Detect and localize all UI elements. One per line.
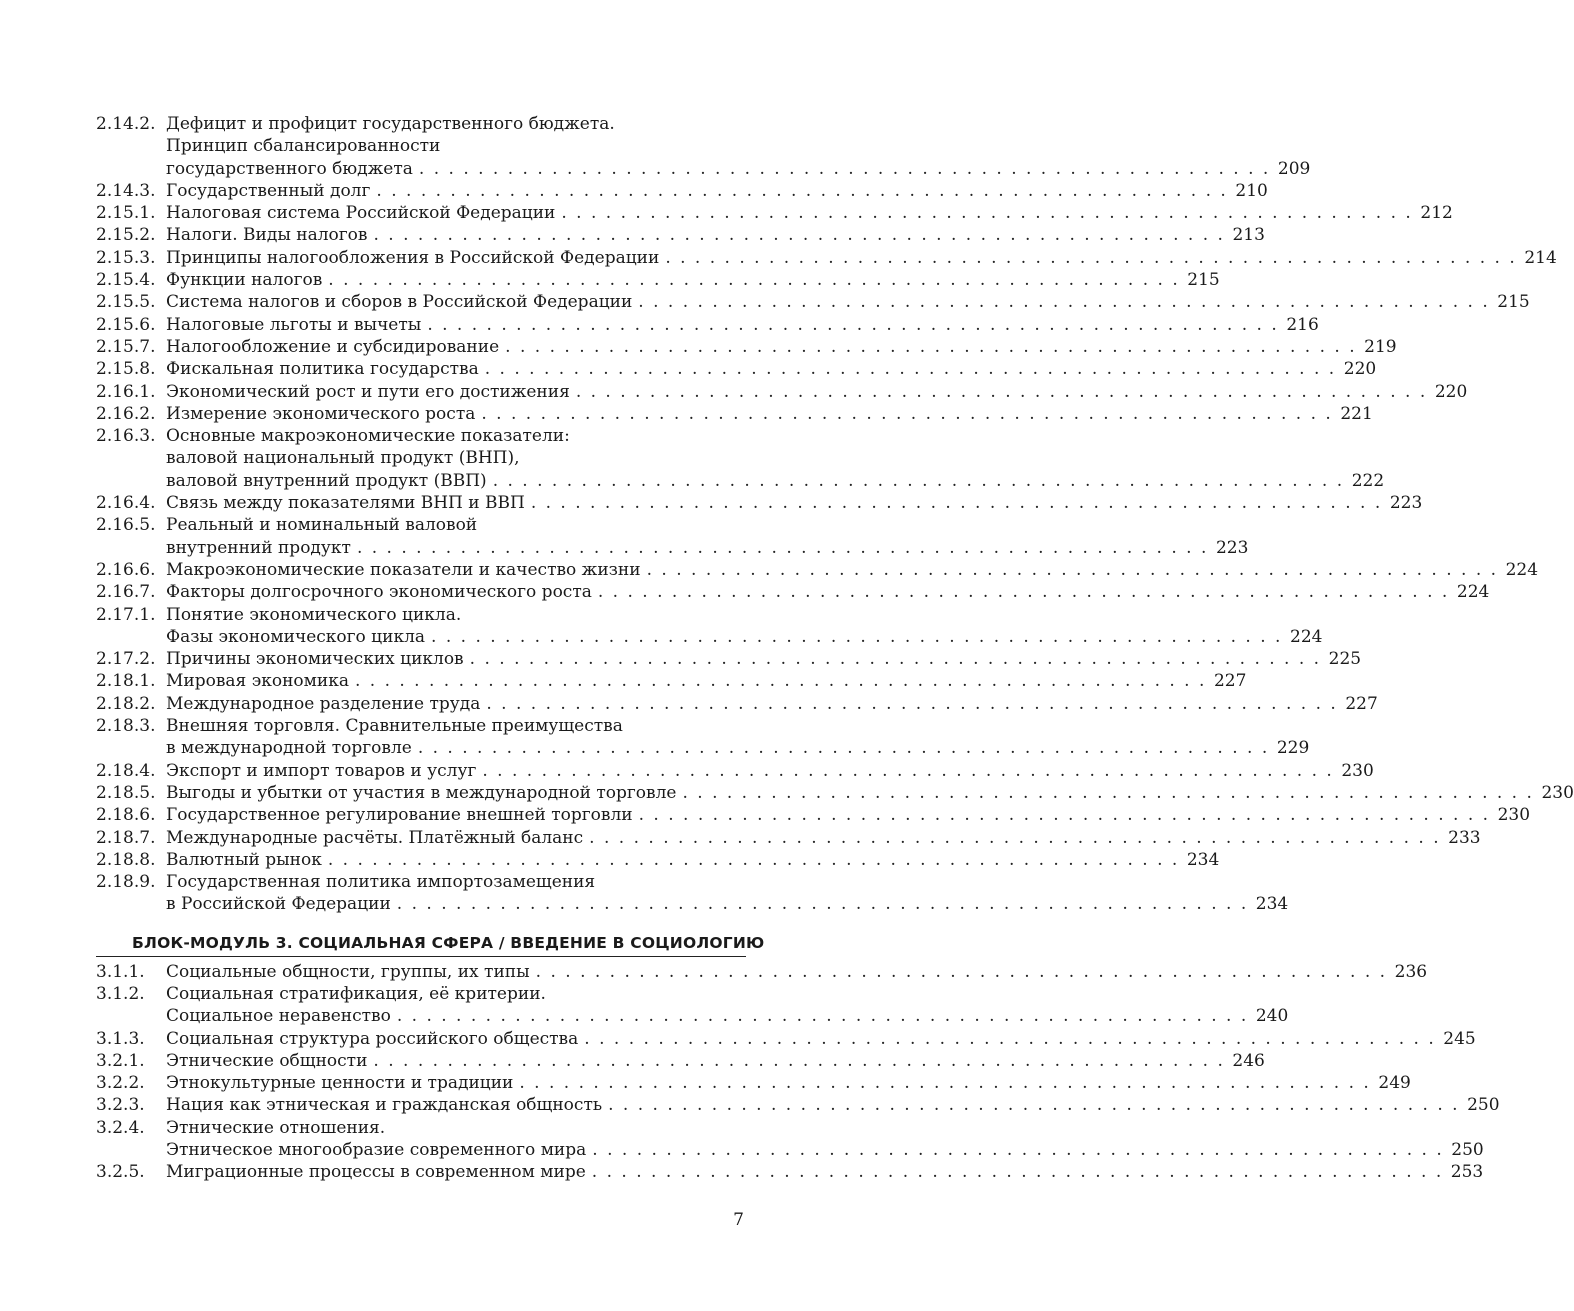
toc-entry-number: 2.16.4. [96,493,156,514]
toc-entry-number: 2.15.5. [96,292,156,313]
toc-entry-number: 3.2.2. [96,1073,145,1094]
dot-leader: . . . . . . . . . . . . . . . . . . . . . . . . . . . . . . . . . . . . . . . . . . . . . . . . . . . . . . . . . . [492,470,1345,491]
dot-leader: . . . . . . . . . . . . . . . . . . . . . . . . . . . . . . . . . . . . . . . . . . . . . . . . . . . . . . . . . . [584,1028,1436,1049]
toc-page-number: 253 [1450,1162,1484,1183]
toc-entry-number: 2.16.2. [96,403,156,424]
toc-entry-title: Государственное регулирование внешней торговли [166,805,633,826]
toc-page-number: 250 [1451,1140,1484,1161]
toc-line [96,247,1557,269]
toc-line [96,871,746,893]
toc-entry-number: 2.15.6. [96,314,156,335]
toc-line [96,425,746,447]
toc-entry [96,180,1268,202]
toc-entry-number: 2.15.1. [96,203,156,224]
toc-line [96,1072,1411,1094]
toc-entry [96,693,1378,715]
toc-line [96,492,1423,514]
toc-line [96,537,1249,559]
dot-leader: . . . . . . . . . . . . . . . . . . . . . . . . . . . . . . . . . . . . . . . . . . . . . . . . . . . . . . . . . . [427,314,1279,335]
dot-leader: . . . . . . . . . . . . . . . . . . . . . . . . . . . . . . . . . . . . . . . . . . . . . . . . . . . . . . . . . . [638,805,1491,826]
page-number: 7 [733,1210,744,1230]
toc-entry-number: 2.15.8. [96,359,156,380]
toc-line [96,358,1377,380]
toc-entry-number: 2.15.7. [96,336,156,357]
toc-line [96,113,746,135]
toc-entry [96,425,1385,492]
toc-entry-title: Социальные общности, группы, их типы [166,961,530,982]
toc-entry-title: валовой национальный продукт (ВНП), [166,448,520,469]
dot-leader: . . . . . . . . . . . . . . . . . . . . . . . . . . . . . . . . . . . . . . . . . . . . . . . . . . . . . . . . . . [589,827,1441,848]
toc-line [96,648,1362,670]
toc-entry [96,670,1247,692]
toc-line [96,135,746,157]
toc-entry-title: Внешняя торговля. Сравнительные преимущества [166,716,623,737]
dot-leader: . . . . . . . . . . . . . . . . . . . . . . . . . . . . . . . . . . . . . . . . . . . . . . . . . . . . . . . . . . [592,1140,1444,1161]
dot-leader: . . . . . . . . . . . . . . . . . . . . . . . . . . . . . . . . . . . . . . . . . . . . . . . . . . . . . . . . . . [431,626,1283,647]
toc-page-number: 230 [1497,805,1531,826]
toc-entry-title: Измерение экономического роста [166,403,476,424]
toc-line [96,202,1453,224]
toc-page-number: 220 [1343,359,1377,380]
toc-entry-number: 2.18.2. [96,693,156,714]
dot-leader: . . . . . . . . . . . . . . . . . . . . . . . . . . . . . . . . . . . . . . . . . . . . . . . . . . . . . . . . . . [482,760,1334,781]
toc-entry-title: Функции налогов [166,270,323,291]
toc-line [96,782,1574,804]
toc-line [96,403,1373,425]
section-heading: БЛОК-МОДУЛЬ 3. СОЦИАЛЬНАЯ СФЕРА / ВВЕДЕНИЕ В СОЦИОЛОГИЮ [96,930,746,957]
toc-page-number: 225 [1328,649,1362,670]
toc-line [96,849,1220,871]
toc-line [96,893,1289,915]
toc-page-number: 230 [1541,782,1574,803]
toc-entry-title: Макроэкономические показатели и качество жизни [166,559,641,580]
toc-entry [96,1117,1484,1162]
toc-list-economy [96,113,1574,916]
toc-entry [96,224,1265,246]
toc-page-number: 230 [1341,760,1374,781]
toc-line [96,336,1397,358]
toc-entry [96,358,1377,380]
toc-entry-title: Причины экономических циклов [166,649,464,670]
toc-entry [96,1028,1476,1050]
toc-list-social [96,961,1500,1184]
toc-entry-title: в Российской Федерации [166,894,391,915]
toc-entry-title: Этнические общности [166,1050,368,1071]
toc-line [96,1161,1484,1183]
toc-entry-number: 2.17.1. [96,604,156,625]
dot-leader: . . . . . . . . . . . . . . . . . . . . . . . . . . . . . . . . . . . . . . . . . . . . . . . . . . . . . . . . . . [356,537,1209,558]
toc-line [96,1094,1500,1116]
toc-page-number: 221 [1340,403,1373,424]
toc-page-number: 236 [1394,961,1428,982]
toc-entry [96,202,1453,224]
toc-page-number: 224 [1290,626,1323,647]
toc-page-number: 215 [1497,292,1530,313]
toc-entry-title: Социальное неравенство [166,1006,391,1027]
toc-line [96,737,1310,759]
toc-line [96,581,1490,603]
toc-page-number: 219 [1364,336,1397,357]
toc-page-number: 224 [1505,559,1539,580]
dot-leader: . . . . . . . . . . . . . . . . . . . . . . . . . . . . . . . . . . . . . . . . . . . . . . . . . . . . . . . . . . [505,336,1357,357]
toc-page-number: 216 [1286,314,1319,335]
toc-entry-title: Международное разделение труда [166,693,481,714]
toc-entry-number: 2.16.5. [96,515,156,536]
toc-entry-title: Валютный рынок [166,849,322,870]
toc-entry [96,804,1531,826]
toc-page-number: 222 [1351,470,1385,491]
toc-entry-title: Экспорт и импорт товаров и услуг [166,760,477,781]
toc-line [96,604,746,626]
toc-entry [96,1094,1500,1116]
toc-entry [96,381,1468,403]
toc-entry-title: Налоги. Виды налогов [166,225,368,246]
toc-line [96,158,1311,180]
toc-entry-title: Нация как этническая и гражданская общность [166,1095,603,1116]
toc-entry-title: Налогообложение и субсидирование [166,336,500,357]
toc-entry-number: 2.14.3. [96,180,156,201]
toc-line [96,291,1530,313]
toc-entry-number: 2.14.2. [96,114,156,134]
toc-entry [96,961,1428,983]
toc-line [96,314,1319,336]
toc-entry-number: 2.16.6. [96,559,156,580]
toc-line [96,670,1247,692]
toc-entry-title: Этнокультурные ценности и традиции [166,1073,514,1094]
toc-page-number: 215 [1187,270,1220,291]
toc-entry-number: 3.1.2. [96,983,145,1004]
dot-leader: . . . . . . . . . . . . . . . . . . . . . . . . . . . . . . . . . . . . . . . . . . . . . . . . . . . . . . . . . . [376,180,1228,201]
toc-entry-title: Социальная стратификация, её критерии. [166,983,546,1004]
toc-line [96,1005,1289,1027]
toc-line [96,626,1323,648]
toc-entry [96,648,1362,670]
toc-page-number: 223 [1215,537,1249,558]
toc-entry-number: 2.18.4. [96,760,156,781]
toc-entry [96,604,1323,649]
toc-entry [96,291,1530,313]
toc-entry [96,336,1397,358]
toc-line [96,983,746,1005]
toc-page-number: 213 [1232,225,1265,246]
toc-line [96,470,1385,492]
toc-entry-number: 2.15.3. [96,247,156,268]
toc-line [96,514,746,536]
dot-leader: . . . . . . . . . . . . . . . . . . . . . . . . . . . . . . . . . . . . . . . . . . . . . . . . . . . . . . . . . . [597,582,1450,603]
dot-leader: . . . . . . . . . . . . . . . . . . . . . . . . . . . . . . . . . . . . . . . . . . . . . . . . . . . . . . . . . . [638,292,1490,313]
toc-line [96,224,1265,246]
toc-line [96,1117,746,1139]
toc-entry-title: Мировая экономика [166,671,349,692]
dot-leader: . . . . . . . . . . . . . . . . . . . . . . . . . . . . . . . . . . . . . . . . . . . . . . . . . . . . . . . . . . [575,381,1428,402]
toc-entry-title: Экономический рост и пути его достижения [166,381,570,402]
toc-entry [96,559,1539,581]
toc-line [96,827,1481,849]
toc-entry-title: валовой внутренний продукт (ВВП) [166,470,487,491]
toc-page-number: 245 [1443,1028,1476,1049]
toc-entry-title: Факторы долгосрочного экономического роста [166,582,592,603]
toc-entry-number: 3.1.3. [96,1028,145,1049]
dot-leader: . . . . . . . . . . . . . . . . . . . . . . . . . . . . . . . . . . . . . . . . . . . . . . . . . . . . . . . . . . [484,359,1337,380]
toc-entry-number: 2.18.9. [96,872,156,893]
toc-entry [96,871,1289,916]
toc-page-number: 224 [1456,582,1490,603]
toc-entry-title: Этнические отношения. [166,1117,386,1138]
toc-line [96,715,746,737]
toc-entry-number: 2.16.3. [96,426,156,447]
toc-page-number: 214 [1524,247,1557,268]
toc-entry-title: Выгоды и убытки от участия в международной торговле [166,782,677,803]
toc-entry [96,514,1249,559]
toc-entry-title: Принципы налогообложения в Российской Федерации [166,247,660,268]
toc-page-number: 234 [1255,894,1289,915]
toc-entry-title: Миграционные процессы в современном мире [166,1162,586,1183]
toc-entry-number: 2.18.3. [96,716,156,737]
toc-page-number: 209 [1277,158,1311,179]
toc-entry-title: государственного бюджета [166,158,413,179]
toc-entry-title: Фазы экономического цикла [166,626,426,647]
dot-leader: . . . . . . . . . . . . . . . . . . . . . . . . . . . . . . . . . . . . . . . . . . . . . . . . . . . . . . . . . . [561,203,1413,224]
toc-entry-title: Социальная структура российского общества [166,1028,579,1049]
toc-entry-number: 2.18.6. [96,805,156,826]
toc-entry-title: Дефицит и профицит государственного бюджета. [166,114,615,134]
dot-leader: . . . . . . . . . . . . . . . . . . . . . . . . . . . . . . . . . . . . . . . . . . . . . . . . . . . . . . . . . . [373,225,1225,246]
dot-leader: . . . . . . . . . . . . . . . . . . . . . . . . . . . . . . . . . . . . . . . . . . . . . . . . . . . . . . . . . . [373,1050,1225,1071]
toc-line [96,381,1468,403]
toc-entry [96,782,1574,804]
toc-entry [96,492,1423,514]
toc-entry-number: 2.18.5. [96,782,156,803]
toc-page-number: 229 [1276,738,1310,759]
toc-line [96,693,1378,715]
toc-entry [96,403,1373,425]
toc-entry [96,715,1310,760]
dot-leader: . . . . . . . . . . . . . . . . . . . . . . . . . . . . . . . . . . . . . . . . . . . . . . . . . . . . . . . . . . [418,158,1271,179]
toc-entry-number: 3.1.1. [96,961,145,982]
toc-entry [96,581,1490,603]
toc-entry [96,247,1557,269]
toc-page-number: 227 [1345,693,1378,714]
toc-entry-number: 2.17.2. [96,649,156,670]
toc-page-number: 246 [1232,1050,1265,1071]
toc-entry-number: 3.2.5. [96,1162,145,1183]
toc-entry [96,760,1374,782]
toc-page-number: 233 [1448,827,1481,848]
toc-entry [96,983,1289,1028]
dot-leader: . . . . . . . . . . . . . . . . . . . . . . . . . . . . . . . . . . . . . . . . . . . . . . . . . . . . . . . . . . [417,738,1270,759]
toc-entry-number: 2.15.2. [96,225,156,246]
toc-entry [96,1050,1265,1072]
toc-entry-title: Основные макроэкономические показатели: [166,426,570,447]
toc-entry-number: 2.18.7. [96,827,156,848]
toc-entry-title: Принцип сбалансированности [166,136,441,157]
dot-leader: . . . . . . . . . . . . . . . . . . . . . . . . . . . . . . . . . . . . . . . . . . . . . . . . . . . . . . . . . . [519,1073,1371,1094]
table-of-contents [96,113,1574,1184]
dot-leader: . . . . . . . . . . . . . . . . . . . . . . . . . . . . . . . . . . . . . . . . . . . . . . . . . . . . . . . . . . [481,403,1333,424]
toc-entry-title: Понятие экономического цикла. [166,604,462,625]
dot-leader: . . . . . . . . . . . . . . . . . . . . . . . . . . . . . . . . . . . . . . . . . . . . . . . . . . . . . . . . . . [682,782,1534,803]
toc-entry [96,1072,1411,1094]
toc-entry-title: внутренний продукт [166,537,351,558]
toc-line [96,1050,1265,1072]
toc-entry-number: 3.2.1. [96,1050,145,1071]
toc-entry-title: в международной торговле [166,738,412,759]
toc-line [96,760,1374,782]
toc-entry-number: 3.2.3. [96,1095,145,1116]
toc-line [96,1139,1484,1161]
toc-page-number: 210 [1235,180,1268,201]
dot-leader: . . . . . . . . . . . . . . . . . . . . . . . . . . . . . . . . . . . . . . . . . . . . . . . . . . . . . . . . . . [665,247,1517,268]
toc-entry [96,827,1481,849]
dot-leader: . . . . . . . . . . . . . . . . . . . . . . . . . . . . . . . . . . . . . . . . . . . . . . . . . . . . . . . . . . [469,649,1322,670]
toc-line [96,180,1268,202]
toc-entry [96,269,1220,291]
dot-leader: . . . . . . . . . . . . . . . . . . . . . . . . . . . . . . . . . . . . . . . . . . . . . . . . . . . . . . . . . . [396,1006,1249,1027]
toc-line [96,1028,1476,1050]
toc-entry-number: 2.18.1. [96,671,156,692]
dot-leader: . . . . . . . . . . . . . . . . . . . . . . . . . . . . . . . . . . . . . . . . . . . . . . . . . . . . . . . . . . [327,849,1180,870]
toc-entry-title: Государственная политика импортозамещения [166,872,596,893]
toc-entry-title: Система налогов и сборов в Российской Федерации [166,292,633,313]
toc-entry [96,113,1311,180]
toc-entry-title: Налоговые льготы и вычеты [166,314,422,335]
toc-entry [96,1161,1484,1183]
toc-page-number: 249 [1378,1073,1411,1094]
toc-line [96,447,746,469]
toc-page-number: 220 [1434,381,1468,402]
toc-line [96,559,1539,581]
toc-page-number: 240 [1255,1006,1289,1027]
dot-leader: . . . . . . . . . . . . . . . . . . . . . . . . . . . . . . . . . . . . . . . . . . . . . . . . . . . . . . . . . . [591,1162,1444,1183]
dot-leader: . . . . . . . . . . . . . . . . . . . . . . . . . . . . . . . . . . . . . . . . . . . . . . . . . . . . . . . . . . [396,894,1249,915]
toc-page-number: 212 [1420,203,1453,224]
dot-leader: . . . . . . . . . . . . . . . . . . . . . . . . . . . . . . . . . . . . . . . . . . . . . . . . . . . . . . . . . . [354,671,1207,692]
toc-entry-title: Государственный долг [166,180,371,201]
toc-entry [96,314,1319,336]
dot-leader: . . . . . . . . . . . . . . . . . . . . . . . . . . . . . . . . . . . . . . . . . . . . . . . . . . . . . . . . . . [486,693,1338,714]
toc-entry-title: Налоговая система Российской Федерации [166,203,556,224]
toc-entry-title: Фискальная политика государства [166,359,479,380]
toc-entry-number: 2.16.7. [96,582,156,603]
toc-page-number: 234 [1186,849,1220,870]
toc-entry-title: Реальный и номинальный валовой [166,515,478,536]
toc-entry-number: 2.18.8. [96,849,156,870]
toc-page-number: 223 [1389,493,1423,514]
toc-entry-number: 2.15.4. [96,270,156,291]
dot-leader: . . . . . . . . . . . . . . . . . . . . . . . . . . . . . . . . . . . . . . . . . . . . . . . . . . . . . . . . . . [530,493,1383,514]
toc-page-number: 250 [1467,1095,1500,1116]
dot-leader: . . . . . . . . . . . . . . . . . . . . . . . . . . . . . . . . . . . . . . . . . . . . . . . . . . . . . . . . . . [328,270,1180,291]
toc-line [96,961,1428,983]
toc-entry-title: Связь между показателями ВНП и ВВП [166,493,525,514]
dot-leader: . . . . . . . . . . . . . . . . . . . . . . . . . . . . . . . . . . . . . . . . . . . . . . . . . . . . . . . . . . [608,1095,1460,1116]
dot-leader: . . . . . . . . . . . . . . . . . . . . . . . . . . . . . . . . . . . . . . . . . . . . . . . . . . . . . . . . . . [646,559,1499,580]
toc-entry-title: Этническое многообразие современного мира [166,1140,587,1161]
toc-line [96,804,1531,826]
toc-page-number: 227 [1213,671,1247,692]
toc-entry-title: Международные расчёты. Платёжный баланс [166,827,584,848]
toc-entry-number: 2.16.1. [96,381,156,402]
toc-entry [96,849,1220,871]
toc-entry-number: 3.2.4. [96,1117,145,1138]
dot-leader: . . . . . . . . . . . . . . . . . . . . . . . . . . . . . . . . . . . . . . . . . . . . . . . . . . . . . . . . . . [535,961,1388,982]
toc-line [96,269,1220,291]
